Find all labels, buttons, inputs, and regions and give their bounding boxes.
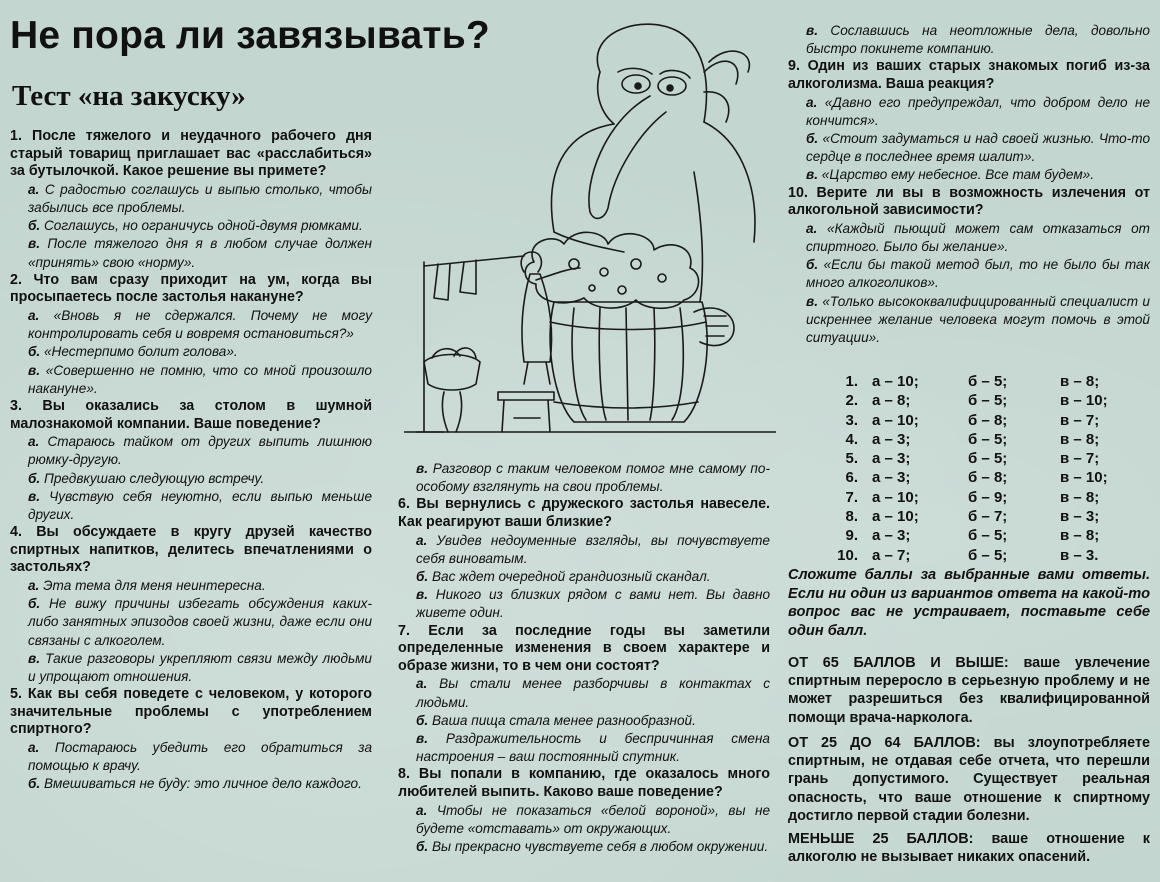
- score-cell-b: б – 5;: [968, 546, 1008, 564]
- result-high-heading: ОТ 65 БАЛЛОВ И ВЫШЕ:: [788, 655, 1009, 671]
- score-cell-c: в – 8;: [1060, 488, 1100, 506]
- score-cell-n: 10.: [837, 546, 858, 564]
- score-cell-c: в – 3;: [1060, 508, 1100, 526]
- score-cell-c: в – 7;: [1060, 450, 1100, 468]
- answer-9c: в. «Царство ему небесное. Все там будем».: [806, 167, 1094, 183]
- answer-8b: б. Вы прекрасно чувствуете себя в любом окружении.: [416, 839, 769, 854]
- article-subtitle: Тест «на закуску»: [12, 80, 246, 112]
- answer-7c: в. Раздражительность и беспричинная смена настроения – ваш постоянный спутник.: [416, 731, 770, 765]
- question-3: 3. Вы оказались за столом в шумной малознакомой компании. Ваше поведение?: [10, 398, 372, 432]
- question-8: 8. Вы попали в компанию, где оказалось много любителей выпить. Каково ваше поведение?: [398, 766, 770, 800]
- answer-4a: а. Эта тема для меня неинтересна.: [28, 577, 266, 593]
- score-cell-b: б – 5;: [968, 430, 1008, 448]
- answer-4c: в. Такие разговоры укрепляют связи между людьми и упрощают отношения.: [28, 650, 372, 684]
- answer-10b: б. «Если бы такой метод был, то не было бы так много алкоголиков».: [806, 257, 1150, 291]
- score-row: [812, 411, 1108, 430]
- question-9: 9. Один из ваших старых знакомых погиб из-за алкоголизма. Ваша реакция?: [788, 58, 1150, 92]
- score-cell-c: в – 8;: [1060, 373, 1100, 390]
- column-middle: [398, 460, 770, 856]
- answer-3b: б. Предвкушаю следующую встречу.: [28, 470, 265, 486]
- result-low-heading: МЕНЬШЕ 25 БАЛЛОВ:: [788, 831, 974, 847]
- score-cell-b: б – 5;: [968, 392, 1008, 410]
- scoring-instruction: Сложите баллы за выбранные вами ответы. Если ни один из вариантов ответа на какой-то вопрос вас не устраивает, поставьте себе один балл.: [788, 567, 1150, 639]
- answer-4b: б. Не вижу причины избегать обсуждения каких-либо занятных эпизодов своей жизни, даже если они связаны с алкоголем.: [28, 596, 372, 648]
- score-cell-b: б – 5;: [968, 373, 1008, 390]
- score-cell-c: в – 10;: [1060, 469, 1108, 487]
- question-4: 4. Вы обсуждаете в кругу друзей качество спиртных напитков, делитесь впечатлениями о застольях?: [10, 524, 372, 576]
- answer-10a: а. «Каждый пьющий может сам отказаться от спиртного. Было бы желание».: [806, 220, 1151, 254]
- answer-10c: в. «Только высококвалифицированный специалист и искреннее желание человека могут помочь в этой ситуации».: [806, 293, 1150, 346]
- column-right: [788, 22, 1150, 347]
- question-2: 2. Что вам сразу приходит на ум, когда вы просыпаетесь после застолья накануне?: [10, 271, 372, 306]
- answer-2b: б. «Нестерпимо болит голова».: [28, 344, 238, 360]
- score-row: [812, 449, 1108, 468]
- score-cell-a: а – 10;: [872, 373, 919, 390]
- score-cell-b: б – 7;: [968, 508, 1008, 526]
- score-row: [812, 430, 1108, 449]
- answer-3a: а. Стараюсь тайком от других выпить лишнюю рюмку-другую.: [28, 434, 372, 468]
- score-cell-c: в – 8;: [1060, 430, 1100, 448]
- result-high: [788, 654, 1150, 727]
- question-5: 5. Как вы себя поведете с человеком, у которого значительные проблемы с употреблением спиртного?: [10, 686, 372, 738]
- score-row: [812, 507, 1108, 526]
- answer-1b: б. Соглашусь, но ограничусь одной-двумя рюмками.: [28, 218, 363, 234]
- score-row: [812, 468, 1108, 487]
- score-cell-a: а – 8;: [872, 392, 911, 410]
- answer-9b: б. «Стоит задуматься и над своей жизнью. Что-то сердце в последнее время шалит».: [806, 131, 1151, 165]
- score-cell-n: 4.: [845, 430, 858, 448]
- score-cell-n: 1.: [845, 373, 858, 390]
- question-10: 10. Верите ли вы в возможность излечения от алкогольной зависимости?: [788, 184, 1150, 219]
- score-row: [812, 391, 1108, 410]
- score-cell-a: а – 3;: [872, 430, 911, 448]
- answer-6c: в. Никого из близких рядом с вами нет. Вы давно живете один.: [416, 587, 770, 621]
- score-cell-c: в – 7;: [1060, 411, 1100, 429]
- result-medium-text: вы злоупотребляете спиртным, не отдавая себе отчета, что перешли грань допустимого. Существует реальная опасность, что ваше отношение к спиртному достигло первой стадии болезни.: [788, 735, 1150, 824]
- result-high-text: ваше увлечение спиртным переросло в серьезную проблему и не может разрешиться без квалифицированной помощи врача-нарколога.: [788, 655, 1151, 726]
- question-7: 7. Если за последние годы вы заметили определенные изменения в своем характере и образе жизни, то в чем они состоят?: [398, 622, 770, 674]
- score-row: [812, 546, 1108, 565]
- score-cell-a: а – 3;: [872, 450, 911, 468]
- score-cell-c: в – 10;: [1060, 392, 1108, 410]
- score-cell-n: 6.: [845, 469, 858, 487]
- answer-6b: б. Вас ждет очередной грандиозный скандал.: [416, 569, 711, 584]
- score-cell-b: б – 5;: [968, 450, 1008, 468]
- answer-1a: а. С радостью соглашусь и выпью столько, чтобы забылись все проблемы.: [28, 181, 372, 215]
- answer-2c: в. «Совершенно не помню, что со мной произошло накануне».: [28, 362, 372, 396]
- score-cell-a: а – 10;: [872, 508, 919, 526]
- score-cell-a: а – 10;: [872, 411, 919, 429]
- score-cell-a: а – 7;: [872, 546, 911, 564]
- score-row: [812, 372, 1108, 391]
- article-title: Не пора ли завязывать?: [10, 14, 490, 57]
- score-cell-a: а – 10;: [872, 488, 919, 506]
- score-cell-n: 5.: [845, 450, 858, 468]
- score-cell-c: в – 3.: [1060, 546, 1099, 564]
- result-low-text: ваше отношение к алкоголю не вызывает никаких опасений.: [788, 831, 1150, 866]
- score-cell-n: 3.: [845, 411, 858, 429]
- score-cell-c: в – 8;: [1060, 527, 1100, 545]
- answer-7b: б. Ваша пища стала менее разнообразной.: [416, 712, 696, 728]
- answer-5a: а. Постараюсь убедить его обратиться за помощью к врачу.: [28, 739, 373, 774]
- score-cell-a: а – 3;: [872, 527, 911, 545]
- score-cell-a: а – 3;: [872, 469, 911, 487]
- question-6: 6. Вы вернулись с дружеского застолья навеселе. Как реагируют ваши близкие?: [398, 496, 770, 530]
- score-cell-b: б – 8;: [968, 469, 1008, 487]
- score-table: [812, 372, 1108, 565]
- answer-5c: в. Разговор с таким человеком помог мне самому по-особому взглянуть на свои проблемы.: [416, 461, 770, 495]
- score-row: [812, 488, 1108, 507]
- answer-8a: а. Чтобы не показаться «белой вороной», вы не будете «отставать» от окружающих.: [416, 802, 770, 836]
- answer-7a: а. Вы стали менее разборчивы в контактах с людьми.: [416, 676, 770, 710]
- answer-1c: в. После тяжелого дня я в любом случае должен «принять» свою «норму».: [28, 236, 372, 270]
- answer-2a: а. «Вновь я не сдержался. Почему не могу контролировать себя и вовремя остановиться?»: [28, 307, 372, 342]
- result-medium: [788, 734, 1150, 825]
- question-1: 1. После тяжелого и неудачного рабочего дня старый товарищ приглашает вас «расслабиться» за бутылочкой. Какое решение вы примете?: [10, 128, 372, 180]
- answer-3c: в. Чувствую себя неуютно, если выпью меньше других.: [28, 488, 373, 522]
- answer-5b: б. Вмешиваться не буду: это личное дело каждого.: [28, 776, 362, 792]
- score-cell-b: б – 9;: [968, 488, 1008, 506]
- score-cell-n: 8.: [845, 508, 858, 526]
- score-cell-b: б – 8;: [968, 411, 1008, 429]
- result-low: [788, 830, 1150, 866]
- score-cell-n: 2.: [845, 392, 858, 410]
- score-cell-n: 7.: [845, 488, 858, 506]
- answer-9a: а. «Давно его предупреждал, что добром дело не кончится».: [806, 94, 1151, 128]
- cartoon-illustration: [404, 12, 776, 442]
- answer-8c: в. Сославшись на неотложные дела, довольно быстро покинете компанию.: [806, 23, 1150, 57]
- score-cell-b: б – 5;: [968, 527, 1008, 545]
- answer-6a: а. Увидев недоуменные взгляды, вы почувствуете себя виноватым.: [416, 532, 770, 566]
- score-cell-n: 9.: [845, 527, 858, 545]
- score-row: [812, 526, 1108, 545]
- result-medium-heading: ОТ 25 ДО 64 БАЛЛОВ:: [788, 735, 981, 751]
